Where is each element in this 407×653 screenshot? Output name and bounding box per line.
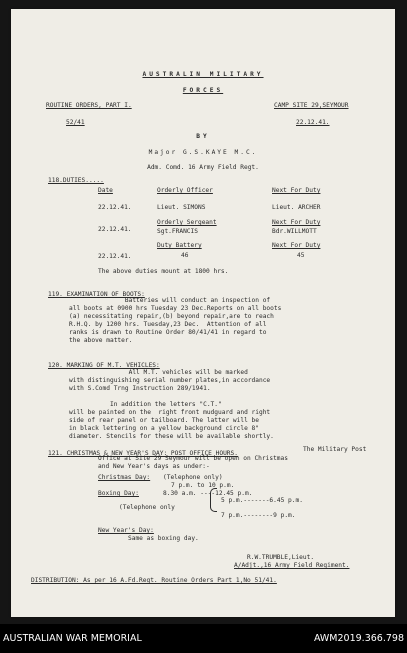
battery-next-label: Next For Duty xyxy=(272,242,321,249)
boots-text: Batteries will conduct an inspection of all boots at 0900 hrs Tuesday 23 Dec.Reports on all boots (a) necessitating repair,(b) beyond repair,are to reach R.H.Q. by 1200 hrs. Tuesday,23 Dec. Attention of all ranks is drawn to Routine Order 80/41/41 in regard to the above matter. xyxy=(69,297,282,344)
hours-brace xyxy=(210,488,217,512)
header-title-line2: FORCES xyxy=(182,87,224,94)
archive-footer xyxy=(0,624,407,653)
duty-row3-next: 45 xyxy=(297,252,305,259)
header-title-line1: AUSTRALIN MILITARY xyxy=(142,71,264,78)
duty-row2-date: 22.12.41. xyxy=(98,226,132,233)
duties-heading: 118.DUTIES..... xyxy=(48,177,104,184)
duty-row1-date: 22.12.41. xyxy=(98,204,132,211)
footer-accession-number: AWM2019.366.798 xyxy=(313,633,404,644)
sergeant-next-label: Next For Duty xyxy=(272,219,321,226)
new-years-day-label: New Year's Day: xyxy=(98,527,154,534)
telephone-only-label: (Telephone only xyxy=(119,504,175,511)
boots-heading: 119. EXAMINATION OF BOOTS: xyxy=(48,291,145,298)
signature-name: R.W.TRUMBLE,Lieut. xyxy=(247,554,315,561)
duty-row1-officer: Lieut. SIMONS xyxy=(157,204,206,211)
duties-col-next: Next For Duty xyxy=(272,187,321,194)
orders-date: 22.12.41. xyxy=(296,119,330,126)
signature-title: A/Adjt.,16 Army Field Regiment. xyxy=(234,562,350,569)
document-page xyxy=(11,9,395,617)
battery-label: Duty Battery xyxy=(157,242,202,249)
distribution-line: DISTRIBUTION: As per 16 A.Fd.Regt. Routine Orders Part 1,No 51/41. xyxy=(31,577,277,584)
orders-number: 52/41 xyxy=(66,119,85,126)
duty-row3-battery: 46 xyxy=(181,252,189,259)
christmas-text-tail: The Military Post xyxy=(303,446,367,453)
vehicles-text: All M.T. vehicles will be marked with distinguishing serial number plates,in accordance with S.Comd Trng Instruction 289/1941. In addition the letters "C.T." will be painted on the right front mudguard and right side of rear panel or tailboard. The latter will be in black lettering on a yellow background circle 8" diameter. Stencils for these will be available shortly. xyxy=(69,369,274,440)
duties-col-date: Date xyxy=(98,187,113,194)
command-title: Adm. Comd. 16 Army Field Regt. xyxy=(147,164,259,171)
camp-site: CAMP SITE 29,SEYMOUR xyxy=(274,102,349,109)
christmas-day-telephone: (Telephone only) xyxy=(163,474,223,481)
orders-label: ROUTINE ORDERS, PART I. xyxy=(46,102,132,109)
footer-institution: AUSTRALIAN WAR MEMORIAL xyxy=(3,633,142,644)
duty-row2-sergeant: Sgt.FRANCIS xyxy=(157,228,198,235)
boxing-day-hours: 8.30 a.m. ----12.45 p.m. xyxy=(163,490,253,497)
new-years-day-text: Same as boxing day. xyxy=(128,535,199,542)
duty-row1-next: Lieut. ARCHER xyxy=(272,204,321,211)
sergeant-label: Orderly Sergeant xyxy=(157,219,217,226)
duty-row2-next: Bdr.WILLMOTT xyxy=(272,228,317,235)
by-label: BY xyxy=(196,133,210,140)
christmas-text: Office at Site 29 Seymour will be open on Christmas and New Year's days as under:- xyxy=(98,455,288,470)
christmas-day-hours: 7 p.m. to 10 p.m. xyxy=(171,482,235,489)
commanding-officer: Major G.S.KAYE M.C. xyxy=(148,149,258,156)
duty-row3-date: 22.12.41. xyxy=(98,253,132,260)
duties-col-officer: Orderly Officer xyxy=(157,187,213,194)
duties-mount-note: The above duties mount at 1800 hrs. xyxy=(98,268,229,275)
telephone-hours-2: 7 p.m.--------9 p.m. xyxy=(221,512,296,519)
christmas-heading: 121. CHRISTMAS & NEW YEAR'S DAY: POST OFFICE HOURS. xyxy=(48,450,238,457)
vehicles-heading: 120. MARKING OF M.T. VEHICLES: xyxy=(48,362,160,369)
telephone-hours-1: 5 p.m.-------6.45 p.m. xyxy=(221,497,303,504)
christmas-day-label: Christmas Day: xyxy=(98,474,151,481)
boxing-day-label: Boxing Day: xyxy=(98,490,139,497)
